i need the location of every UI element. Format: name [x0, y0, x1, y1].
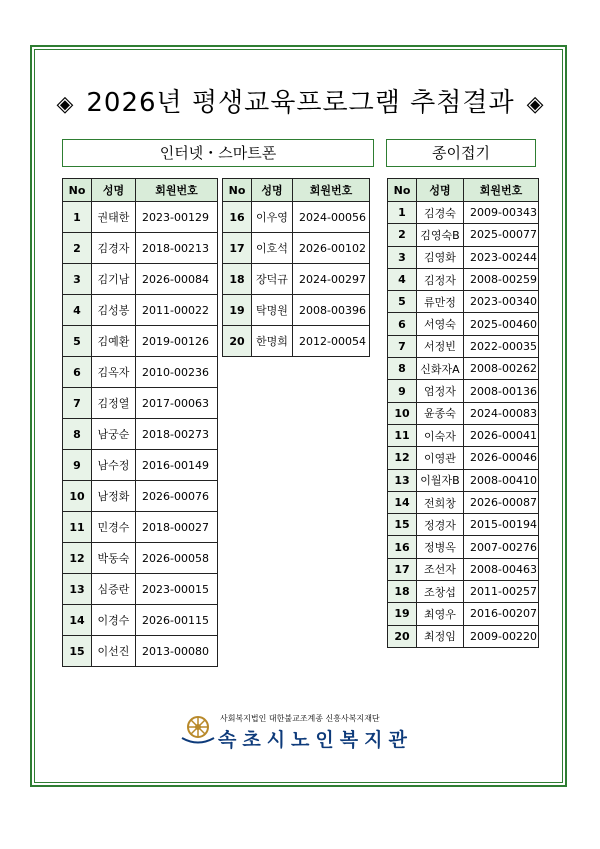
row-number: 16	[223, 202, 252, 233]
row-number: 17	[388, 558, 417, 580]
table-row	[63, 512, 218, 543]
row-number: 11	[63, 512, 92, 543]
member-name: 한명희	[252, 326, 293, 357]
internet-table-2	[222, 178, 370, 357]
member-name: 남정화	[92, 481, 136, 512]
member-name: 이경수	[92, 605, 136, 636]
table-row	[223, 202, 370, 233]
member-id: 2009-00220	[464, 625, 539, 647]
table-row	[63, 543, 218, 574]
row-number: 9	[388, 380, 417, 402]
table-row	[223, 295, 370, 326]
member-name: 김정열	[92, 388, 136, 419]
member-id: 2024-00297	[293, 264, 370, 295]
member-name: 이호석	[252, 233, 293, 264]
member-id: 2022-00035	[464, 335, 539, 357]
table-row	[388, 335, 539, 357]
row-number: 15	[388, 514, 417, 536]
member-id: 2026-00058	[136, 543, 218, 574]
table-row	[388, 625, 539, 647]
member-id: 2019-00126	[136, 326, 218, 357]
table-row	[63, 481, 218, 512]
row-number: 19	[388, 603, 417, 625]
table-row	[388, 268, 539, 290]
section-internet-smartphone: 인터넷・스마트폰	[62, 139, 374, 167]
member-name: 남수정	[92, 450, 136, 481]
member-name: 정경자	[417, 514, 464, 536]
member-id: 2010-00236	[136, 357, 218, 388]
row-number: 4	[388, 268, 417, 290]
origami-table	[387, 178, 539, 648]
member-name: 김영화	[417, 246, 464, 268]
member-id: 2026-00076	[136, 481, 218, 512]
member-name: 김영숙B	[417, 224, 464, 246]
member-id: 2018-00213	[136, 233, 218, 264]
row-number: 14	[388, 491, 417, 513]
table-row	[388, 536, 539, 558]
member-name: 이우영	[252, 202, 293, 233]
row-number: 14	[63, 605, 92, 636]
member-id: 2017-00063	[136, 388, 218, 419]
member-name: 김경숙	[417, 202, 464, 224]
member-name: 이월자B	[417, 469, 464, 491]
row-number: 9	[63, 450, 92, 481]
footer-org-name: 속초시노인복지관	[218, 729, 413, 751]
member-id: 2026-00084	[136, 264, 218, 295]
member-id: 2026-00102	[293, 233, 370, 264]
table-row	[388, 581, 539, 603]
table-row	[388, 603, 539, 625]
member-id: 2008-00396	[293, 295, 370, 326]
row-number: 13	[63, 574, 92, 605]
member-name: 김성봉	[92, 295, 136, 326]
member-name: 서영숙	[417, 313, 464, 335]
row-number: 2	[388, 224, 417, 246]
table-row	[388, 491, 539, 513]
table-row	[388, 402, 539, 424]
footer-logo	[180, 713, 440, 753]
table-row	[63, 202, 218, 233]
member-id: 2008-00262	[464, 358, 539, 380]
table-row	[63, 233, 218, 264]
table-row	[223, 326, 370, 357]
row-number: 5	[63, 326, 92, 357]
table-row	[63, 264, 218, 295]
table-row	[63, 295, 218, 326]
member-id: 2026-00115	[136, 605, 218, 636]
member-id: 2025-00460	[464, 313, 539, 335]
row-number: 3	[388, 246, 417, 268]
member-id: 2008-00136	[464, 380, 539, 402]
member-name: 이숙자	[417, 424, 464, 446]
header-member-id: 회원번호	[136, 179, 218, 202]
member-name: 이영관	[417, 447, 464, 469]
row-number: 2	[63, 233, 92, 264]
row-number: 1	[388, 202, 417, 224]
member-name: 김정자	[417, 268, 464, 290]
member-name: 장덕규	[252, 264, 293, 295]
table-row	[63, 605, 218, 636]
member-name: 윤종숙	[417, 402, 464, 424]
member-id: 2025-00077	[464, 224, 539, 246]
title-text: 2026년 평생교육프로그램 추첨결과	[86, 88, 515, 118]
member-id: 2016-00149	[136, 450, 218, 481]
table-row	[63, 388, 218, 419]
member-name: 김옥자	[92, 357, 136, 388]
table-row	[388, 202, 539, 224]
member-id: 2023-00244	[464, 246, 539, 268]
member-name: 정병옥	[417, 536, 464, 558]
member-id: 2007-00276	[464, 536, 539, 558]
member-name: 최정임	[417, 625, 464, 647]
row-number: 11	[388, 424, 417, 446]
member-id: 2009-00343	[464, 202, 539, 224]
row-number: 6	[63, 357, 92, 388]
table-header-row	[63, 179, 218, 202]
member-name: 서정빈	[417, 335, 464, 357]
internet-table-1	[62, 178, 218, 667]
row-number: 10	[63, 481, 92, 512]
member-name: 탁명원	[252, 295, 293, 326]
diamond-icon: ◈	[56, 92, 75, 117]
table-row	[223, 264, 370, 295]
member-id: 2011-00022	[136, 295, 218, 326]
table-row	[388, 358, 539, 380]
member-name: 전희창	[417, 491, 464, 513]
table-row	[63, 574, 218, 605]
row-number: 6	[388, 313, 417, 335]
row-number: 3	[63, 264, 92, 295]
row-number: 15	[63, 636, 92, 667]
member-name: 최영우	[417, 603, 464, 625]
row-number: 20	[223, 326, 252, 357]
table-row	[388, 246, 539, 268]
member-id: 2026-00046	[464, 447, 539, 469]
header-name: 성명	[92, 179, 136, 202]
row-number: 17	[223, 233, 252, 264]
member-name: 조선자	[417, 558, 464, 580]
table-row	[388, 424, 539, 446]
table-row	[223, 233, 370, 264]
member-name: 김기남	[92, 264, 136, 295]
member-id: 2013-00080	[136, 636, 218, 667]
member-id: 2023-00129	[136, 202, 218, 233]
row-number: 1	[63, 202, 92, 233]
member-id: 2012-00054	[293, 326, 370, 357]
row-number: 12	[388, 447, 417, 469]
member-id: 2008-00463	[464, 558, 539, 580]
row-number: 4	[63, 295, 92, 326]
header-member-id: 회원번호	[464, 179, 539, 202]
row-number: 13	[388, 469, 417, 491]
member-id: 2023-00340	[464, 291, 539, 313]
table-row	[388, 313, 539, 335]
footer-subtitle: 사회복지법인 대한불교조계종 신흥사복지재단	[220, 714, 380, 723]
member-name: 권태한	[92, 202, 136, 233]
member-name: 민경수	[92, 512, 136, 543]
member-id: 2011-00257	[464, 581, 539, 603]
member-id: 2016-00207	[464, 603, 539, 625]
row-number: 12	[63, 543, 92, 574]
table-header-row	[388, 179, 539, 202]
row-number: 10	[388, 402, 417, 424]
header-no: No	[63, 179, 92, 202]
member-name: 이선진	[92, 636, 136, 667]
table-row	[388, 291, 539, 313]
member-id: 2026-00087	[464, 491, 539, 513]
member-name: 김예환	[92, 326, 136, 357]
header-no: No	[388, 179, 417, 202]
row-number: 16	[388, 536, 417, 558]
row-number: 7	[63, 388, 92, 419]
header-no: No	[223, 179, 252, 202]
table-row	[388, 380, 539, 402]
member-id: 2024-00056	[293, 202, 370, 233]
row-number: 19	[223, 295, 252, 326]
row-number: 8	[388, 358, 417, 380]
header-name: 성명	[252, 179, 293, 202]
member-id: 2026-00041	[464, 424, 539, 446]
member-id: 2015-00194	[464, 514, 539, 536]
member-id: 2024-00083	[464, 402, 539, 424]
row-number: 8	[63, 419, 92, 450]
table-header-row	[223, 179, 370, 202]
member-name: 엄정자	[417, 380, 464, 402]
row-number: 7	[388, 335, 417, 357]
member-name: 박동숙	[92, 543, 136, 574]
header-name: 성명	[417, 179, 464, 202]
table-row	[63, 636, 218, 667]
section-origami: 종이접기	[386, 139, 536, 167]
table-row	[63, 450, 218, 481]
table-row	[63, 419, 218, 450]
row-number: 20	[388, 625, 417, 647]
row-number: 18	[388, 581, 417, 603]
table-row	[388, 558, 539, 580]
member-id: 2008-00410	[464, 469, 539, 491]
row-number: 18	[223, 264, 252, 295]
header-member-id: 회원번호	[293, 179, 370, 202]
row-number: 5	[388, 291, 417, 313]
table-row	[388, 224, 539, 246]
table-row	[388, 514, 539, 536]
member-id: 2008-00259	[464, 268, 539, 290]
member-name: 신화자A	[417, 358, 464, 380]
table-row	[63, 326, 218, 357]
page-title	[30, 82, 571, 119]
member-name: 심증란	[92, 574, 136, 605]
member-name: 조창섭	[417, 581, 464, 603]
emblem-base-icon	[180, 735, 216, 745]
table-row	[388, 447, 539, 469]
member-name: 김경자	[92, 233, 136, 264]
member-id: 2018-00273	[136, 419, 218, 450]
member-id: 2018-00027	[136, 512, 218, 543]
table-row	[63, 357, 218, 388]
member-name: 남궁순	[92, 419, 136, 450]
table-row	[388, 469, 539, 491]
member-name: 류만정	[417, 291, 464, 313]
diamond-icon: ◈	[526, 92, 545, 117]
member-id: 2023-00015	[136, 574, 218, 605]
